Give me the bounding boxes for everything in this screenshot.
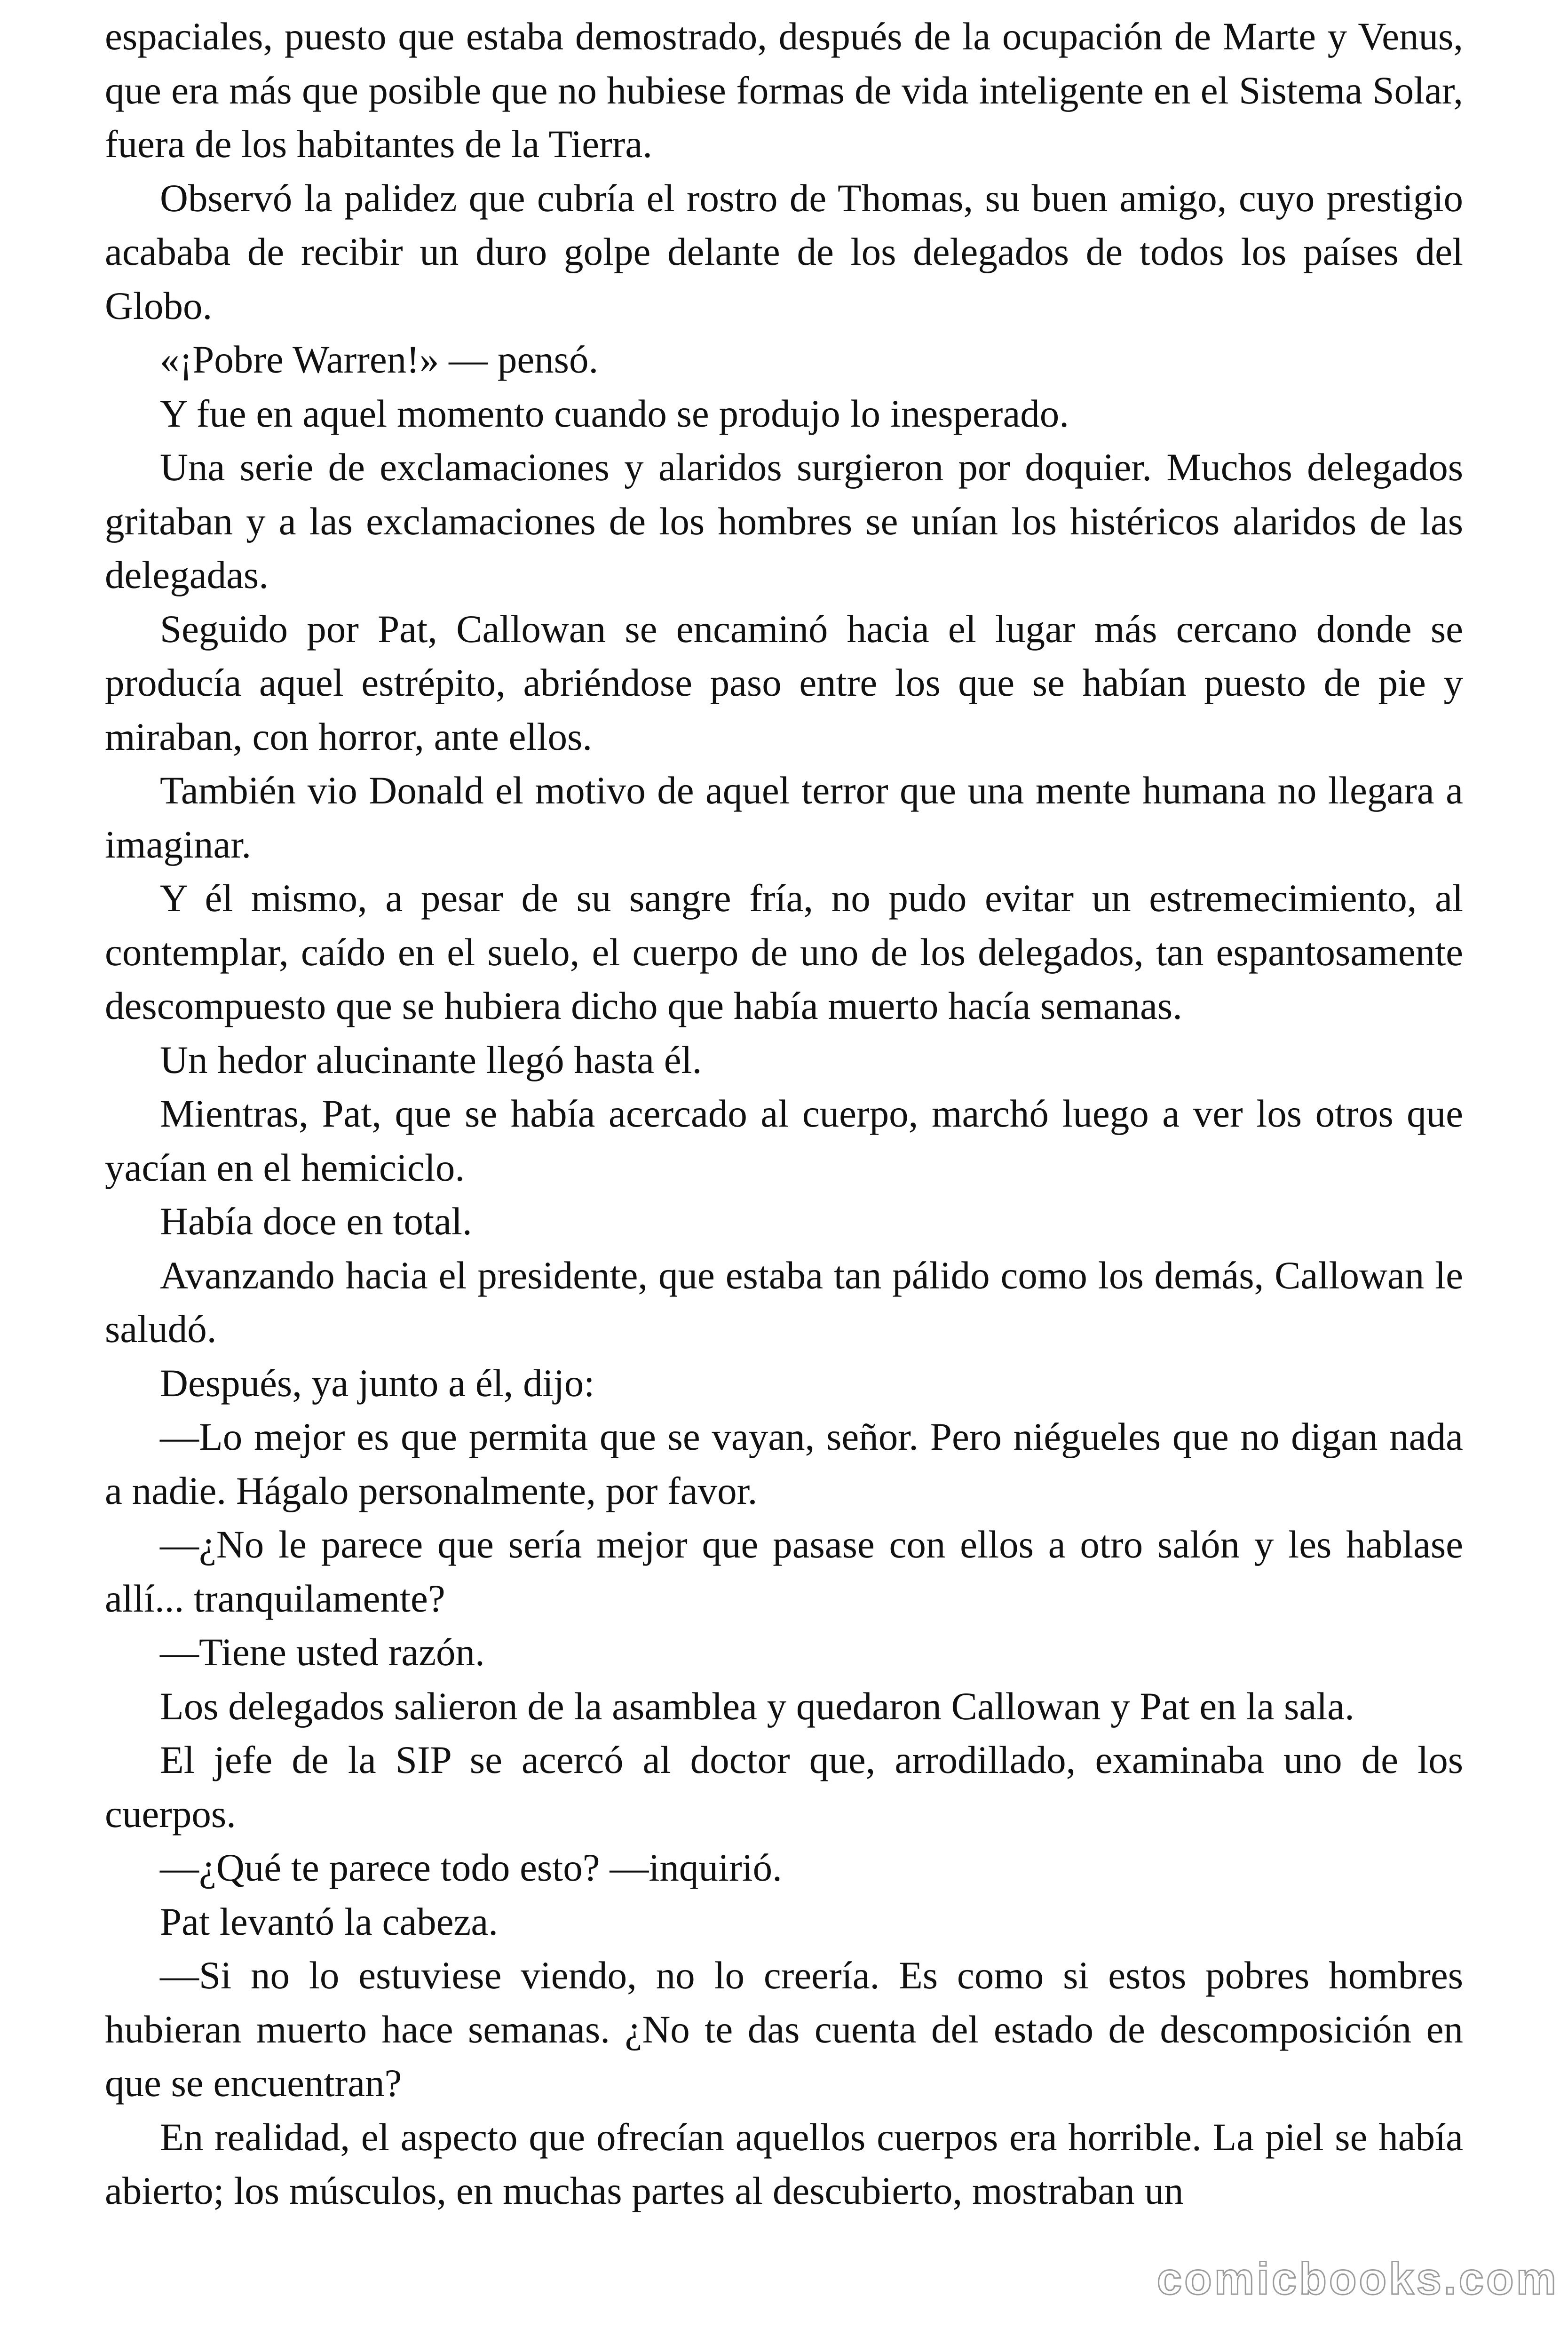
- paragraph: El jefe de la SIP se acercó al doctor que, arrodillado, examinaba uno de los cuerpos.: [105, 1738, 1463, 1836]
- paragraph: También vio Donald el motivo de aquel terror que una mente humana no llegara a imaginar.: [105, 769, 1463, 866]
- paragraph: Y fue en aquel momento cuando se produjo lo inesperado.: [160, 391, 1069, 435]
- dialogue-line: —¿No le parece que sería mejor que pasase con ellos a otro salón y les hablase allí... tranquilamente?: [105, 1523, 1463, 1620]
- dialogue-line: —¿Qué te parece todo esto? —inquirió.: [160, 1846, 782, 1889]
- paragraph: Después, ya junto a él, dijo:: [160, 1361, 595, 1405]
- paragraph: Un hedor alucinante llegó hasta él.: [160, 1038, 702, 1081]
- paragraph: Los delegados salieron de la asamblea y quedaron Callowan y Pat en la sala.: [160, 1684, 1354, 1728]
- paragraph: Había doce en total.: [160, 1200, 472, 1243]
- paragraph-continuation: espaciales, puesto que estaba demostrado, después de la ocupación de Marte y Venus, que era más que posible que no hubiese formas de vida inteligente en el Sistema Solar, fuera de los habitantes de la Tierra.: [105, 15, 1463, 166]
- paragraph: Avanzando hacia el presidente, que estaba tan pálido como los demás, Callowan le saludó.: [105, 1253, 1463, 1351]
- watermark-text: comicbooks.com: [1156, 2254, 1559, 2304]
- paragraph: Pat levantó la cabeza.: [160, 1899, 498, 1943]
- dialogue-line: —Tiene usted razón.: [160, 1630, 485, 1674]
- paragraph-truncated: En realidad, el aspecto que ofrecían aquellos cuerpos era horrible. La piel se había abierto; los músculos, en muchas partes al descubierto, mostraban un: [105, 2115, 1463, 2212]
- dialogue-line: —Si no lo estuviese viendo, no lo creería. Es como si estos pobres hombres hubieran muerto hace semanas. ¿No te das cuenta del estado de descomposición en que se encuentran?: [105, 1954, 1463, 2105]
- paragraph: Observó la palidez que cubría el rostro de Thomas, su buen amigo, cuyo prestigio acababa de recibir un duro golpe delante de los delegados de todos los países del Globo.: [105, 176, 1463, 327]
- paragraph: Y él mismo, a pesar de su sangre fría, no pudo evitar un estremecimiento, al contemplar, caído en el suelo, el cuerpo de uno de los delegados, tan espantosamente descompuesto que se hubiera dicho que había muerto hacía semanas.: [105, 876, 1463, 1027]
- paragraph: Mientras, Pat, que se había acercado al cuerpo, marchó luego a ver los otros que yacían en el hemiciclo.: [105, 1092, 1463, 1189]
- paragraph: Una serie de exclamaciones y alaridos surgieron por doquier. Muchos delegados gritaban y a las exclamaciones de los hombres se unían los histéricos alaridos de las delegadas.: [105, 445, 1463, 596]
- paragraph: «¡Pobre Warren!» — pensó.: [160, 338, 599, 381]
- dialogue-line: —Lo mejor es que permita que se vayan, señor. Pero niégueles que no digan nada a nadie. Hágalo personalmente, por favor.: [105, 1415, 1463, 1512]
- paragraph: Seguido por Pat, Callowan se encaminó hacia el lugar más cercano donde se producía aquel estrépito, abriéndose paso entre los que se habían puesto de pie y miraban, con horror, ante ellos.: [105, 607, 1463, 758]
- book-page: [105, 9, 1463, 2218]
